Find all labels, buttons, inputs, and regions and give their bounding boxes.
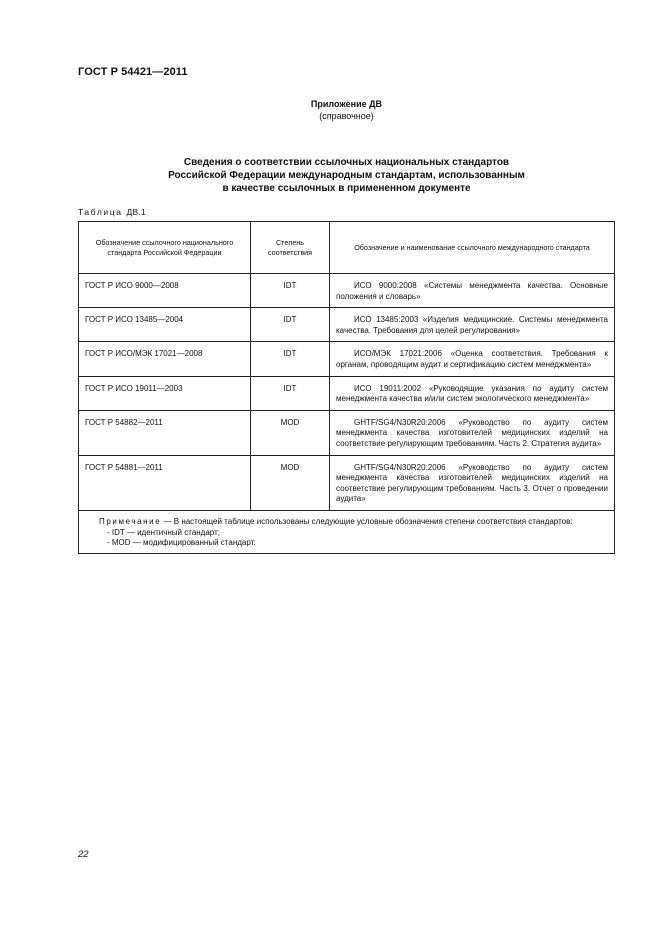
national-standard-cell: ГОСТ Р 54881—2011 [79,455,251,510]
table-row [79,455,615,510]
table-header-row [79,222,615,274]
heading-line: Российской Федерации международным стандартам, использованным [168,170,525,181]
table-row [79,274,615,308]
international-standard-text: GHTF/SG4/N30R20:2006 «Руководство по аудиту систем менеджмента качества изготовителей медицинских изделий на соответствие регулирующим требованиям. Часть 3. Отчет о проведении аудита» [336,462,608,504]
degree-cell: MOD [251,455,330,510]
note-lead [85,517,608,528]
international-standard-text: ИСО/МЭК 17021:2006 «Оценка соответствия. Требования к органам, проводящим аудит и сертификацию систем менеджмента» [336,349,608,369]
international-standard-text: ИСО 13485:2003 «Изделия медицинские. Системы менеджмента качества. Требования для целей регулирования» [336,315,608,335]
international-standard-cell [330,274,615,308]
annex-title: Приложение ДВ [310,99,383,109]
national-standard-cell: ГОСТ Р ИСО/МЭК 17021—2008 [79,342,251,376]
degree-cell: MOD [251,410,330,455]
international-standard-cell [330,455,615,510]
column-header-international: Обозначение и наименование ссылочного международного стандарта [330,222,615,274]
national-standard-cell: ГОСТ Р ИСО 13485—2004 [79,308,251,342]
page-number: 22 [78,849,89,860]
national-standard-cell: ГОСТ Р 54882—2011 [79,410,251,455]
international-standard-text: ИСО 9000:2008 «Системы менеджмента качества. Основные положения и словарь» [336,281,608,301]
international-standard-cell [330,376,615,410]
section-heading [0,156,661,195]
table-row [79,410,615,455]
degree-cell: IDT [251,308,330,342]
table-note [79,510,615,553]
table-body [79,274,615,511]
national-standard-cell: ГОСТ Р ИСО 19011—2003 [79,376,251,410]
annex-subtitle: (справочное) [319,111,374,121]
degree-cell: IDT [251,376,330,410]
note-label: Примечание [99,516,162,526]
international-standard-cell [330,410,615,455]
international-standard-cell [330,308,615,342]
column-header-degree: Степень соответствия [251,222,330,274]
note-item: - IDT — идентичный стандарт; [107,527,220,537]
table-row [79,376,615,410]
national-standard-cell: ГОСТ Р ИСО 9000—2008 [79,274,251,308]
table-label [78,207,146,217]
international-standard-text: ИСО 19011:2002 «Руководящие указания по аудиту систем менеджмента качества и/или систем экологического менеджмента» [336,383,608,404]
column-header-national: Обозначение ссылочного национального стандарта Российской Федерации [79,222,251,274]
heading-line: Сведения о соответствии ссылочных национальных стандартов [183,157,510,168]
degree-cell: IDT [251,342,330,376]
heading-line: в качестве ссылочных в примененном документе [222,183,471,194]
standards-table [78,221,615,554]
degree-cell: IDT [251,274,330,308]
table-row [79,308,615,342]
document-code: ГОСТ Р 54421—2011 [78,66,188,78]
note-text: — В настоящей таблице использованы следующие условные обозначения степени соответствия стандартов: [161,516,573,526]
annex-heading [0,98,661,122]
note-item: - MOD — модифицированный стандарт. [107,538,256,548]
table-row [79,342,615,376]
international-standard-cell [330,342,615,376]
table-label-number: ДВ.1 [126,207,146,217]
table-note-row [79,510,615,553]
table-label-word: Таблица [78,207,123,217]
international-standard-text: GHTF/SG4/N30R20:2006 «Руководство по аудиту систем менеджмента качества изготовителей медицинских изделий на соответствие регулирующим требованиям. Часть 2. Стратегия аудита» [336,417,608,448]
